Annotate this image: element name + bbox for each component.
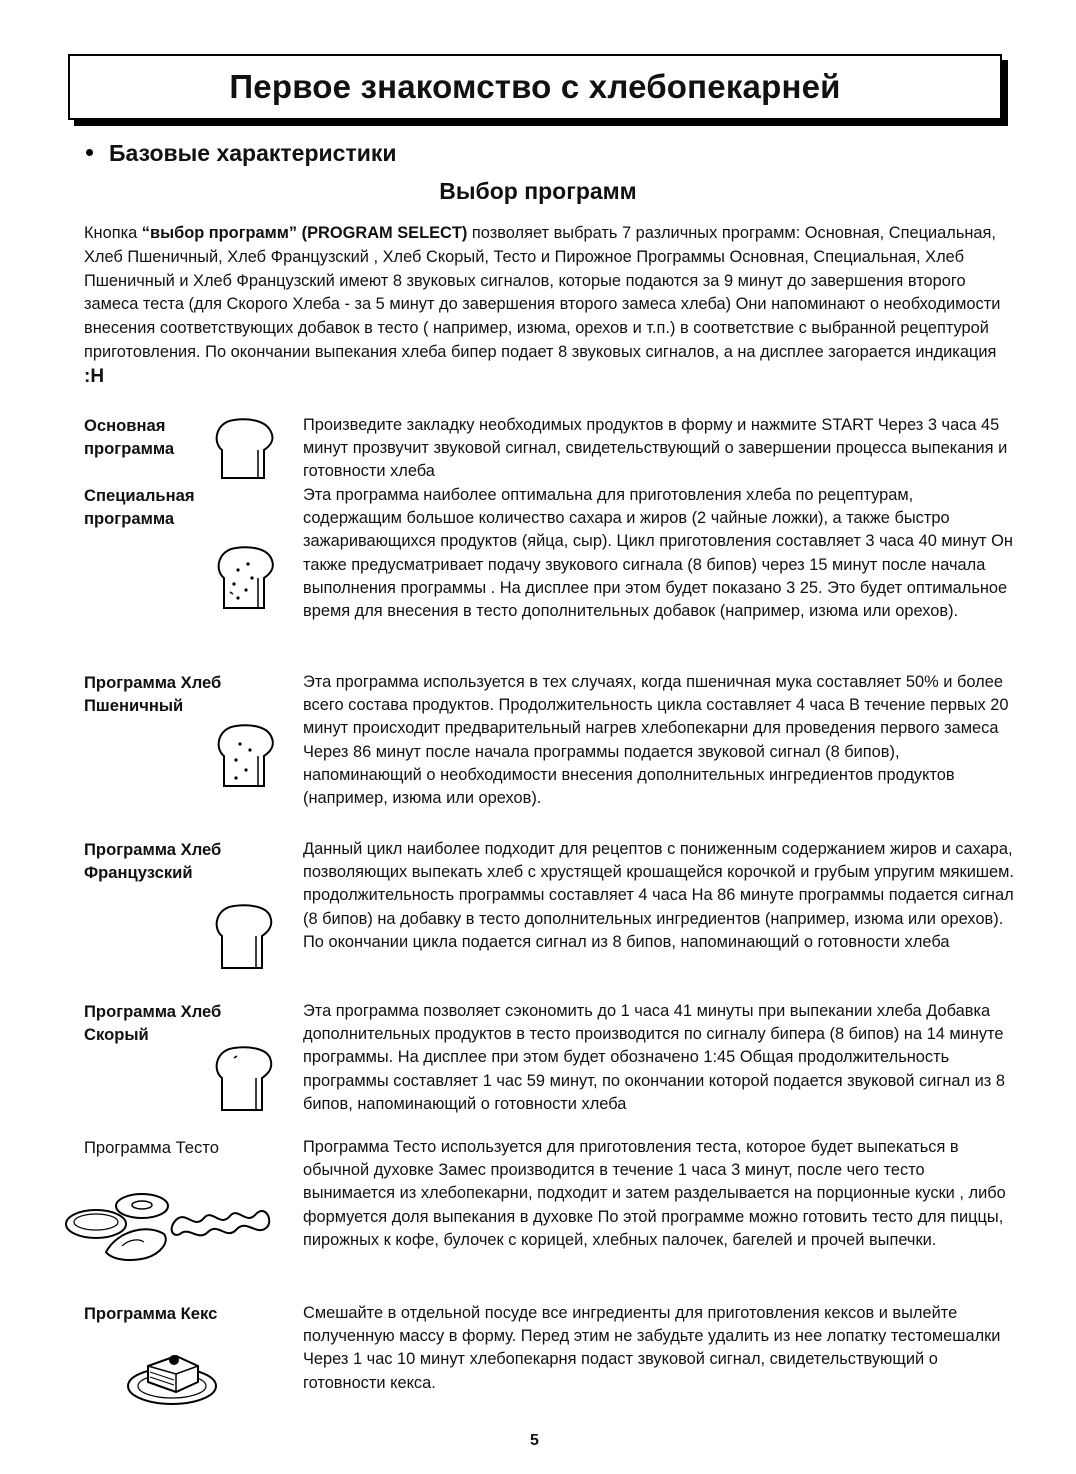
program-text-french	[303, 838, 1015, 954]
program-text-quick-body: Эта программа позволяет сэкономить до 1 часа 41 минуты при выпекании хлеба Добавка дополнительных продуктов в тесто производится по сигналу бипера (8 бипов) на 14 минуте программы. На дисплее при этом будет обозначено 1:45 Общая продолжительность программы составляет 1 час 59 минут, по окончании которой подается звуковой сигнал из 8 бипов, напоминающий о готовности хлеба	[303, 1002, 1005, 1113]
bread-wheat-icon	[214, 722, 274, 792]
display-indicator: :H	[84, 365, 105, 387]
bread-french-icon	[212, 902, 274, 974]
page-title-box	[68, 54, 1002, 120]
program-text-cake	[303, 1302, 1015, 1395]
program-text-cake-body: Смешайте в отдельной посуде все ингредиенты для приготовления кексов и вылейте полученную массу в форму. Перед этим не забудьте удалить из нее лопатку тестомешалки Через 1 час 10 минут хлебопекарня подаст звуковой сигнал, свидетельствующий о готовности кекса.	[303, 1304, 1001, 1392]
page-title: Первое знакомство с хлебопекарней	[229, 68, 841, 105]
section-heading	[86, 140, 397, 167]
program-text-wheat	[303, 671, 1015, 810]
program-label-basic: Основная программа	[84, 416, 175, 458]
program-text-french-body: Данный цикл наиболее подходит для рецептов с пониженным содержанием жиров и сахара, позволяющих выпекать хлеб с хрустящей крошащейся корочкой и грубым упругим мякишем. продолжительность программы составляет 4 часа На 86 минуте программы подается сигнал (8 бипов) на добавку в тесто дополнительных ингредиентов (например, изюма или орехов). По окончании цикла подается сигнал из 8 бипов, напоминающий о готовности хлеба	[303, 840, 1014, 951]
program-text-wheat-body: Эта программа используется в тех случаях, когда пшеничная мука составляет 50% и более всего состава продуктов. Продолжительность цикла составляет 4 часа В течение первых 20 минут происходит предварительный нагрев хлебопекарни для проведения первого замеса Через 86 минут после начала программы подается звуковой сигнал (8 бипов), напоминающий о необходимости внесения дополнительных ингредиентов продуктов (например, изюма или орехов).	[303, 673, 1009, 808]
program-label-quick: Программа Хлеб Скорый	[84, 1002, 222, 1044]
program-label-wheat: Программа Хлеб Пшеничный	[84, 673, 222, 715]
program-text-special-body: Эта программа наиболее оптимальна для приготовления хлеба по рецептурам, содержащим большое количество сахара и жиров (2 чайные ложки), а также быстро зажаривающихся продуктов (яйца, сыр). Цикл приготовления составляет 3 часа 40 минут Он также предусматривает подачу звукового сигнала (8 бипов) через 15 минут после начала выполнения программы . На дисплее при этом будет показано 3 25. Это будет оптимальное время для внесения в тесто дополнительных добавок (например, изюма или орехов).	[303, 486, 1013, 621]
intro-lead: Кнопка	[84, 224, 142, 242]
section-heading-text: Базовые характеристики	[109, 140, 397, 166]
dough-pastries-icon	[60, 1188, 280, 1274]
program-text-dough	[303, 1136, 1015, 1252]
bread-seeds-icon	[214, 544, 274, 614]
bread-slice-icon	[214, 416, 274, 484]
program-text-dough-body: Программа Тесто используется для приготовления теста, которое будет выпекаться в обычной духовке Замес производится в течение 1 часа 3 минут, после чего тесто вынимается из хлебопекарни, подходит и затем разделывается на порционные куски , либо формуется доля выпекания в духовке По этой программе можно готовить тесто для пиццы, пирожных к кофе, булочек с корицей, хлебных палочек, багелей и прочей выпечки.	[303, 1138, 1006, 1249]
intro-lead-bold: “выбор программ” (PROGRAM SELECT)	[141, 224, 468, 242]
intro-paragraph	[84, 222, 1004, 390]
cake-plate-icon	[124, 1342, 220, 1412]
bullet-icon	[86, 149, 93, 156]
page-number: 5	[530, 1432, 539, 1449]
program-text-basic-body: Произведите закладку необходимых продуктов в форму и нажмите START Через 3 часа 45 минут прозвучит звуковой сигнал, свидетельствующий о завершении процесса выпекания и готовности хлеба	[303, 416, 1008, 481]
bread-quick-icon	[210, 1044, 274, 1116]
program-label-special: Специальная программа	[84, 486, 195, 528]
program-label-cake: Программа Кекс	[84, 1304, 218, 1323]
program-text-basic	[303, 414, 1015, 484]
program-text-special	[303, 484, 1015, 623]
subtitle: Выбор программ	[439, 178, 637, 204]
program-text-quick	[303, 1000, 1015, 1116]
program-label-french: Программа Хлеб Французский	[84, 840, 222, 882]
program-label-dough: Программа Тесто	[84, 1138, 219, 1157]
intro-text: позволяет выбрать 7 различных программ: Основная, Специальная, Хлеб Пшеничный, Хлеб Французский , Хлеб Скорый, Тесто и Пирожное Программы Основная, Специальная, Хлеб Пшеничный и Хлеб Французский имеют 8 звуковых сигналов, которые подаются за 9 минут до завершения второго замеса теста (для Скорого Хлеба - за 5 минут до завершения второго замеса хлеба) Они напоминают о необходимости внесения соответствующих добавок в тесто ( например, изюма, орехов и т.п.) в соответствие с выбранной рецептурой приготовления. По окончании выпекания хлеба бипер подает 8 звуковых сигналов, а на дисплее загорается индикация	[84, 224, 1001, 361]
